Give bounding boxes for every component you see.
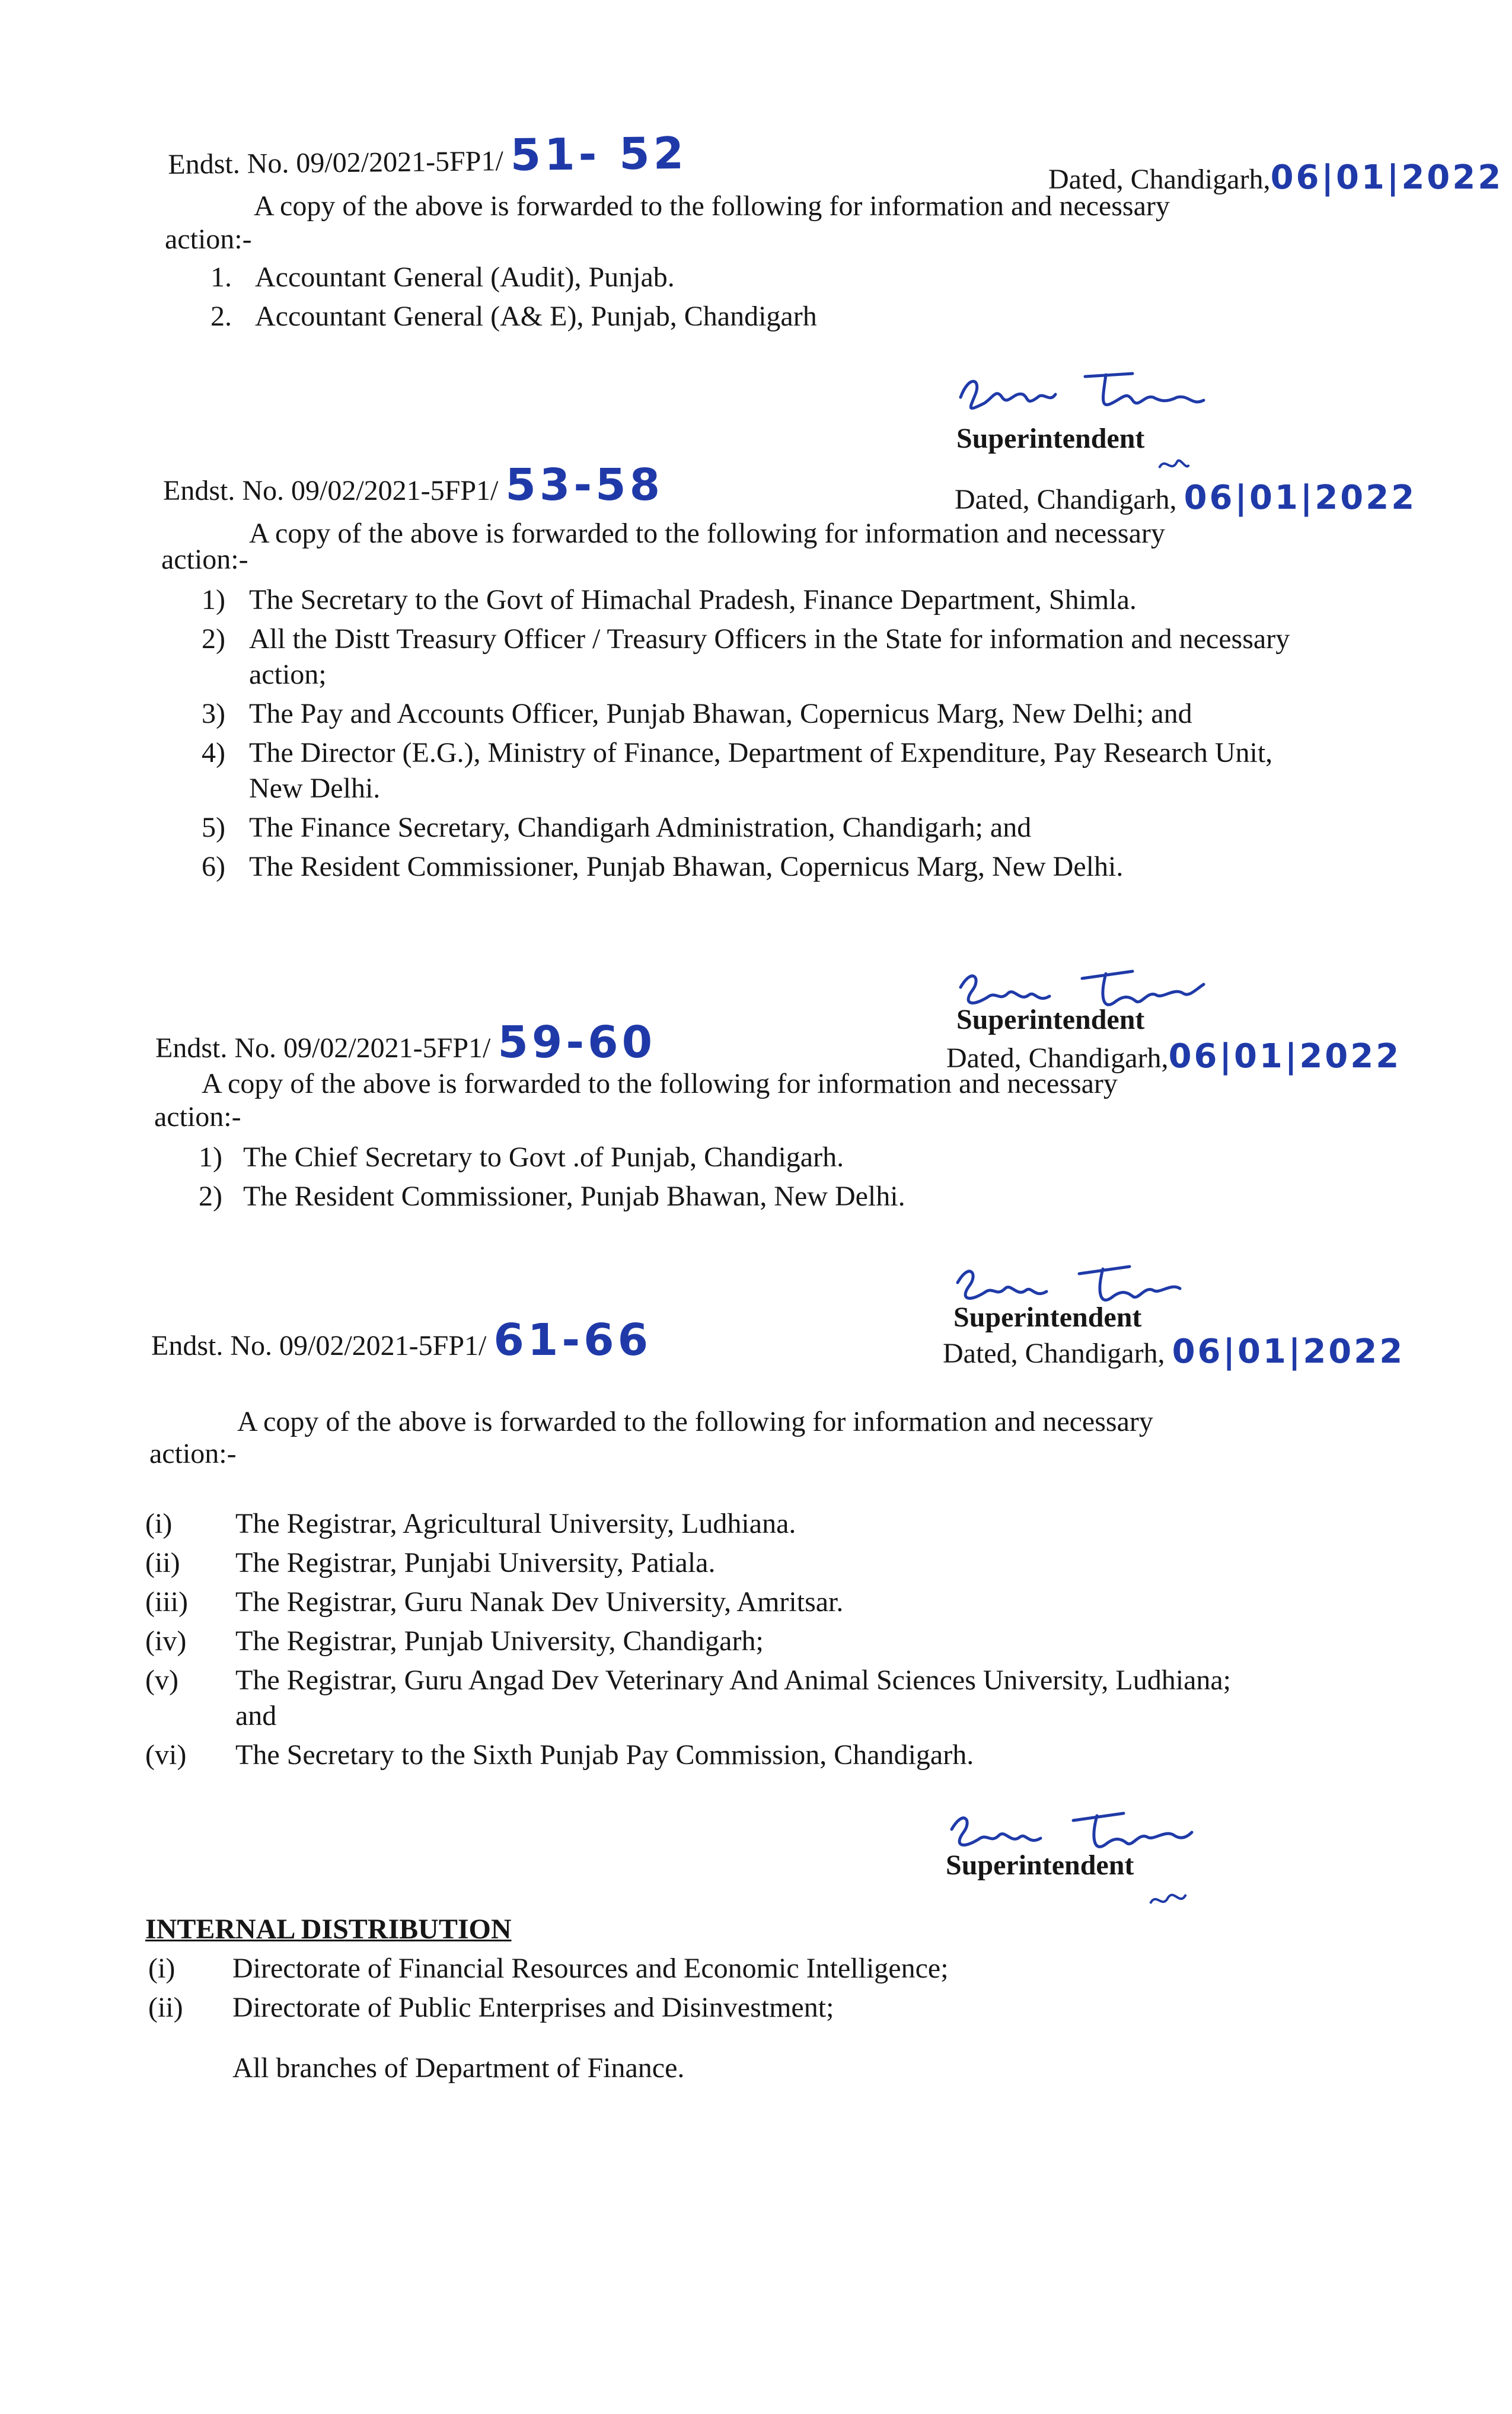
endst-prefix: Endst. No. 09/02/2021-5FP1/ [168,145,504,180]
endst-number-handwritten: 53-58 [505,460,664,511]
recipient-list-2 [202,582,1328,888]
list-item: 1) The Secretary to the Govt of Himachal Pradesh, Finance Department, Shimla. [202,584,1137,616]
signatory-title-4: Superintendent [946,1849,1134,1881]
dated-label: Dated, Chandigarh, [955,484,1177,515]
dated-line-2 [955,481,1417,516]
recipient-list-4 [145,1506,1331,1777]
list-item: 2) The Resident Commissioner, Punjab Bhawan, New Delhi. [199,1181,905,1212]
intro-cont-3: action:- [154,1101,241,1133]
handwritten-signature-1 [955,362,1210,427]
internal-distribution-heading: INTERNAL DISTRIBUTION [145,1914,512,1945]
list-item: 6) The Resident Commissioner, Punjab Bhawan, Copernicus Marg, New Delhi. [202,851,1124,882]
dated-line-4 [943,1332,1405,1371]
intro-line-3: A copy of the above is forwarded to the following for information and necessary [202,1068,1118,1099]
list-item: (v) The Registrar, Guru Angad Dev Veterinary And Animal Sciences University, Ludhiana; and [145,1664,1232,1731]
endst-prefix: Endst. No. 09/02/2021-5FP1/ [155,1032,491,1064]
list-item: (ii) Directorate of Public Enterprises and Disinvestment; [148,1992,834,2023]
list-item: 3) The Pay and Accounts Officer, Punjab Bhawan, Copernicus Marg, New Delhi; and [202,698,1192,729]
initials-mark-1 [1156,453,1192,477]
internal-distribution-list [148,1951,1334,2029]
list-item: 1) The Chief Secretary to Govt .of Punjab, Chandigarh. [199,1141,844,1173]
date-handwritten: 06|01|2022 [1168,1037,1402,1076]
intro-cont-4: action:- [149,1438,237,1469]
endst-line-1 [168,127,688,181]
list-item: 4) The Director (E.G.), Ministry of Finance, Department of Expenditure, Pay Research Unit, New Delhi. [202,737,1273,804]
dated-label: Dated, Chandigarh, [1048,164,1271,195]
endst-prefix: Endst. No. 09/02/2021-5FP1/ [163,475,499,506]
internal-footer: All branches of Department of Finance. [232,2052,685,2084]
list-item: 2. Accountant General (A& E), Punjab, Chandigarh [210,301,817,332]
date-handwritten: 06|01|2022 [1270,158,1504,197]
endst-line-4 [151,1315,652,1366]
list-item: (ii) The Registrar, Punjabi University, Patiala. [145,1547,716,1578]
dated-label: Dated, Chandigarh, [946,1042,1169,1074]
initials-mark-4 [1147,1886,1189,1915]
list-item: (iii) The Registrar, Guru Nanak Dev University, Amritsar. [145,1586,844,1618]
intro-line-4: A copy of the above is forwarded to the following for information and necessary [237,1406,1153,1437]
intro-line-2: A copy of the above is forwarded to the following for information and necessary [249,518,1165,549]
endst-prefix: Endst. No. 09/02/2021-5FP1/ [151,1330,487,1361]
dated-label: Dated, Chandigarh, [943,1338,1165,1369]
signatory-title-3: Superintendent [953,1302,1142,1333]
date-handwritten: 06|01|2022 [1184,479,1417,517]
endst-number-handwritten: 59-60 [497,1017,656,1068]
list-item: (vi) The Secretary to the Sixth Punjab Pay Commission, Chandigarh. [145,1739,974,1771]
list-item: 2) All the Distt Treasury Officer / Treasury Officers in the State for information and necessary action; [202,623,1290,690]
list-item: 5) The Finance Secretary, Chandigarh Administration, Chandigarh; and [202,812,1032,843]
intro-line-1: A copy of the above is forwarded to the following for information and necessary [254,190,1170,222]
endst-line-3 [155,1017,656,1068]
list-item: 1. Accountant General (Audit), Punjab. [210,262,675,293]
recipient-list-3 [199,1140,1325,1218]
list-item: (i) The Registrar, Agricultural University, Ludhiana. [145,1508,796,1539]
endst-number-handwritten: 61-66 [493,1315,652,1366]
intro-cont-2: action:- [161,544,248,575]
endst-number-handwritten: 51- 52 [510,127,688,181]
list-item: (i) Directorate of Financial Resources and Economic Intelligence; [148,1953,949,1984]
endst-line-2 [163,460,664,511]
recipient-list-1 [210,260,1337,338]
list-item: (iv) The Registrar, Punjab University, Chandigarh; [145,1625,764,1657]
intro-cont-1: action:- [165,224,252,255]
date-handwritten: 06|01|2022 [1172,1332,1405,1371]
signatory-title-2: Superintendent [956,1004,1145,1035]
signatory-title-1: Superintendent [956,423,1145,454]
